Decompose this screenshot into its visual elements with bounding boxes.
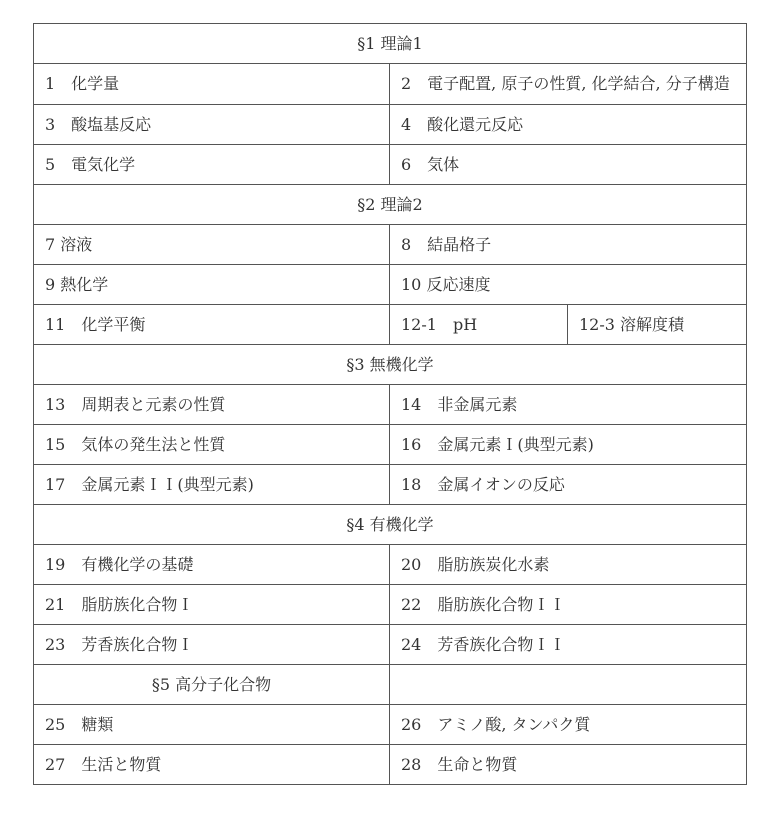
topic-cell: 7 溶液 [34, 225, 390, 265]
section-header-row [34, 185, 747, 225]
topic-cell: 18 金属イオンの反応 [390, 465, 747, 505]
table-row [34, 64, 747, 105]
table-row [34, 305, 747, 345]
table-row [34, 145, 747, 185]
section-header-row [34, 505, 747, 545]
table-row [34, 625, 747, 665]
table-row [34, 705, 747, 745]
table-row [34, 425, 747, 465]
table-row [34, 465, 747, 505]
topic-cell: 28 生命と物質 [390, 745, 747, 785]
topic-cell: 22 脂肪族化合物ＩＩ [390, 585, 747, 625]
section-header-row [34, 24, 747, 64]
topic-cell: 24 芳香族化合物ＩＩ [390, 625, 747, 665]
topic-cell: 11 化学平衡 [34, 305, 390, 345]
section-title: §2 理論2 [34, 185, 747, 225]
topic-cell: 12-1 pH [390, 305, 568, 345]
table-row [34, 385, 747, 425]
topic-cell: 3 酸塩基反応 [34, 105, 390, 145]
topic-cell: 16 金属元素Ｉ(典型元素) [390, 425, 747, 465]
topic-cell: 14 非金属元素 [390, 385, 747, 425]
empty-cell [390, 665, 747, 705]
section-header-row [34, 345, 747, 385]
topic-cell: 8 結晶格子 [390, 225, 747, 265]
topic-cell: 12-3 溶解度積 [568, 305, 747, 345]
topic-cell: 17 金属元素ＩＩ(典型元素) [34, 465, 390, 505]
topic-cell: 13 周期表と元素の性質 [34, 385, 390, 425]
topic-cell: 1 化学量 [34, 64, 390, 105]
section-title: §4 有機化学 [34, 505, 747, 545]
table-row [34, 105, 747, 145]
topic-cell: 6 気体 [390, 145, 747, 185]
topic-cell: 15 気体の発生法と性質 [34, 425, 390, 465]
table-row [34, 745, 747, 785]
topic-cell: 2 電子配置, 原子の性質, 化学結合, 分子構造 [390, 64, 747, 105]
topic-cell: 20 脂肪族炭化水素 [390, 545, 747, 585]
topic-cell: 26 アミノ酸, タンパク質 [390, 705, 747, 745]
section-title: §1 理論1 [34, 24, 747, 64]
section-header-row [34, 665, 747, 705]
section-title: §5 高分子化合物 [34, 665, 390, 705]
topic-cell: 4 酸化還元反応 [390, 105, 747, 145]
topic-cell: 23 芳香族化合物Ｉ [34, 625, 390, 665]
table-row [34, 225, 747, 265]
topic-cell: 19 有機化学の基礎 [34, 545, 390, 585]
topic-cell: 25 糖類 [34, 705, 390, 745]
section-title: §3 無機化学 [34, 345, 747, 385]
topic-cell: 5 電気化学 [34, 145, 390, 185]
topics-table [33, 23, 747, 785]
table-row [34, 545, 747, 585]
table-row [34, 585, 747, 625]
topic-cell: 9 熱化学 [34, 265, 390, 305]
topic-cell: 21 脂肪族化合物Ｉ [34, 585, 390, 625]
topic-cell: 27 生活と物質 [34, 745, 390, 785]
topic-cell: 10 反応速度 [390, 265, 747, 305]
table-row [34, 265, 747, 305]
